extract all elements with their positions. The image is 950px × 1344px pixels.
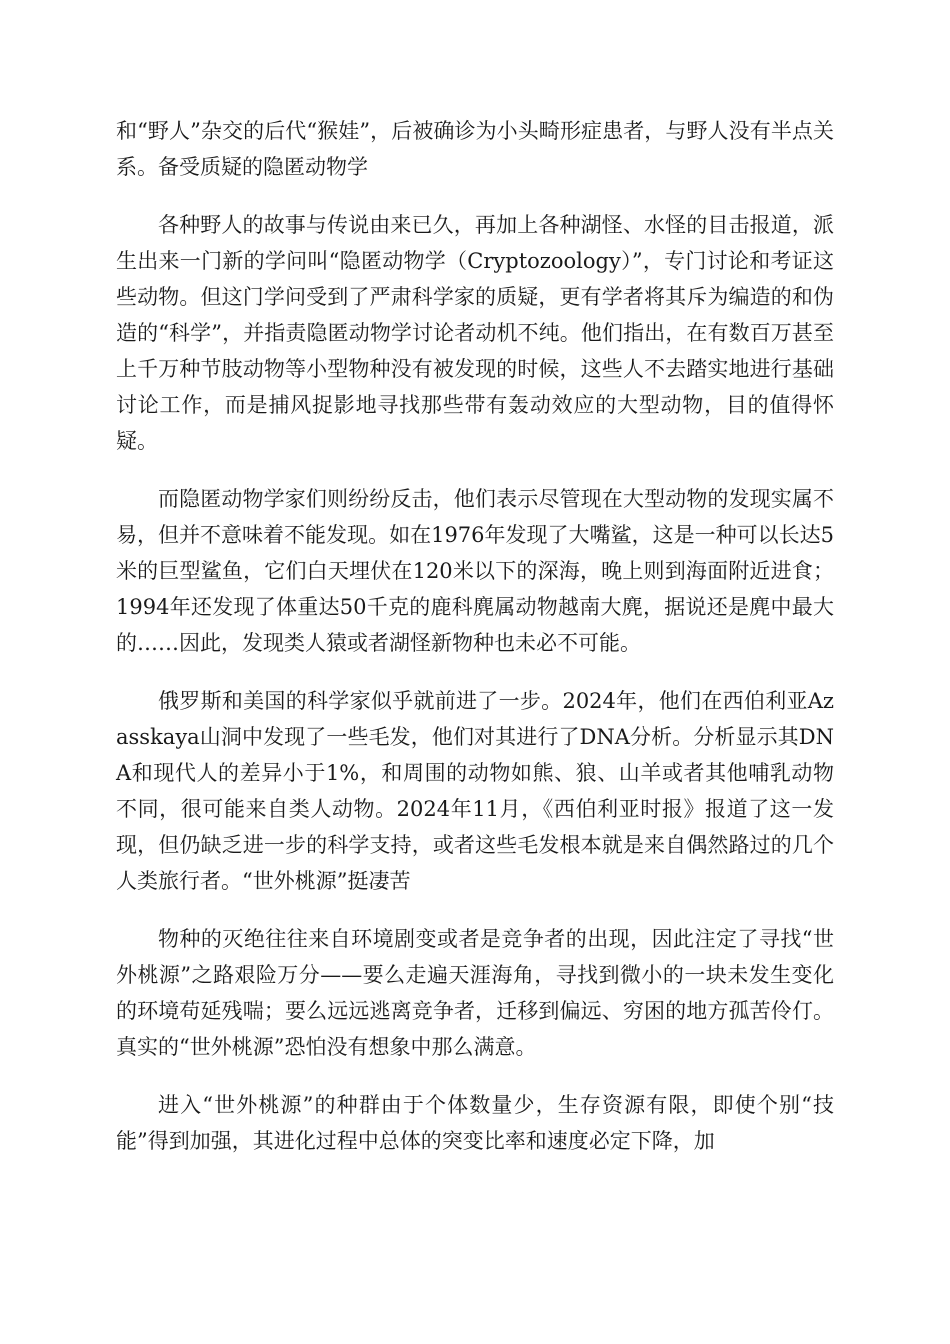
paragraph-3: 而隐匿动物学家们则纷纷反击，他们表示尽管现在大型动物的发现实属不易，但并不意味着不能发现。如在1976年发现了大嘴鲨，这是一种可以长达5米的巨型鲨鱼，它们白天埋伏在120米以下的深海，晚上则到海面附近进食；1994年还发现了体重达50千克的鹿科麂属动物越南大麂，据说还是麂中最大的……因此，发现类人猿或者湖怪新物种也未必不可能。 <box>116 487 834 655</box>
paragraph-4: 俄罗斯和美国的科学家似乎就前进了一步。2024年，他们在西伯利亚Azasskaya山洞中发现了一些毛发，他们对其进行了DNA分析。分析显示其DNA和现代人的差异小于1%，和周围的动物如熊、狼、山羊或者其他哺乳动物不同，很可能来自类人动物。2024年11月，《西伯利亚时报》报道了这一发现，但仍缺乏进一步的科学支持，或者这些毛发根本就是来自偶然路过的几个人类旅行者。“世外桃源”挺凄苦 <box>116 689 834 893</box>
paragraph-6: 进入“世外桃源”的种群由于个体数量少，生存资源有限，即使个别“技能”得到加强，其进化过程中总体的突变比率和速度必定下降，加 <box>116 1093 834 1153</box>
paragraph-5: 物种的灭绝往往来自环境剧变或者是竞争者的出现，因此注定了寻找“世外桃源”之路艰险万分——要么走遍天涯海角，寻找到微小的一块未发生变化的环境苟延残喘；要么远远逃离竞争者，迁移到偏远、穷困的地方孤苦伶仃。真实的“世外桃源”恐怕没有想象中那么满意。 <box>116 927 834 1059</box>
paragraph-1: 和“野人”杂交的后代“猴娃”，后被确诊为小头畸形症患者，与野人没有半点关系。备受质疑的隐匿动物学 <box>116 119 834 179</box>
document-body <box>116 113 834 1181</box>
paragraph-2: 各种野人的故事与传说由来已久，再加上各种湖怪、水怪的目击报道，派生出来一门新的学问叫“隐匿动物学（Cryptozoology）”，专门讨论和考证这些动物。但这门学问受到了严肃科学家的质疑，更有学者将其斥为编造的和伪造的“科学”，并指责隐匿动物学讨论者动机不纯。他们指出，在有数百万甚至上千万种节肢动物等小型物种没有被发现的时候，这些人不去踏实地进行基础讨论工作，而是捕风捉影地寻找那些带有轰动效应的大型动物，目的值得怀疑。 <box>116 213 834 453</box>
